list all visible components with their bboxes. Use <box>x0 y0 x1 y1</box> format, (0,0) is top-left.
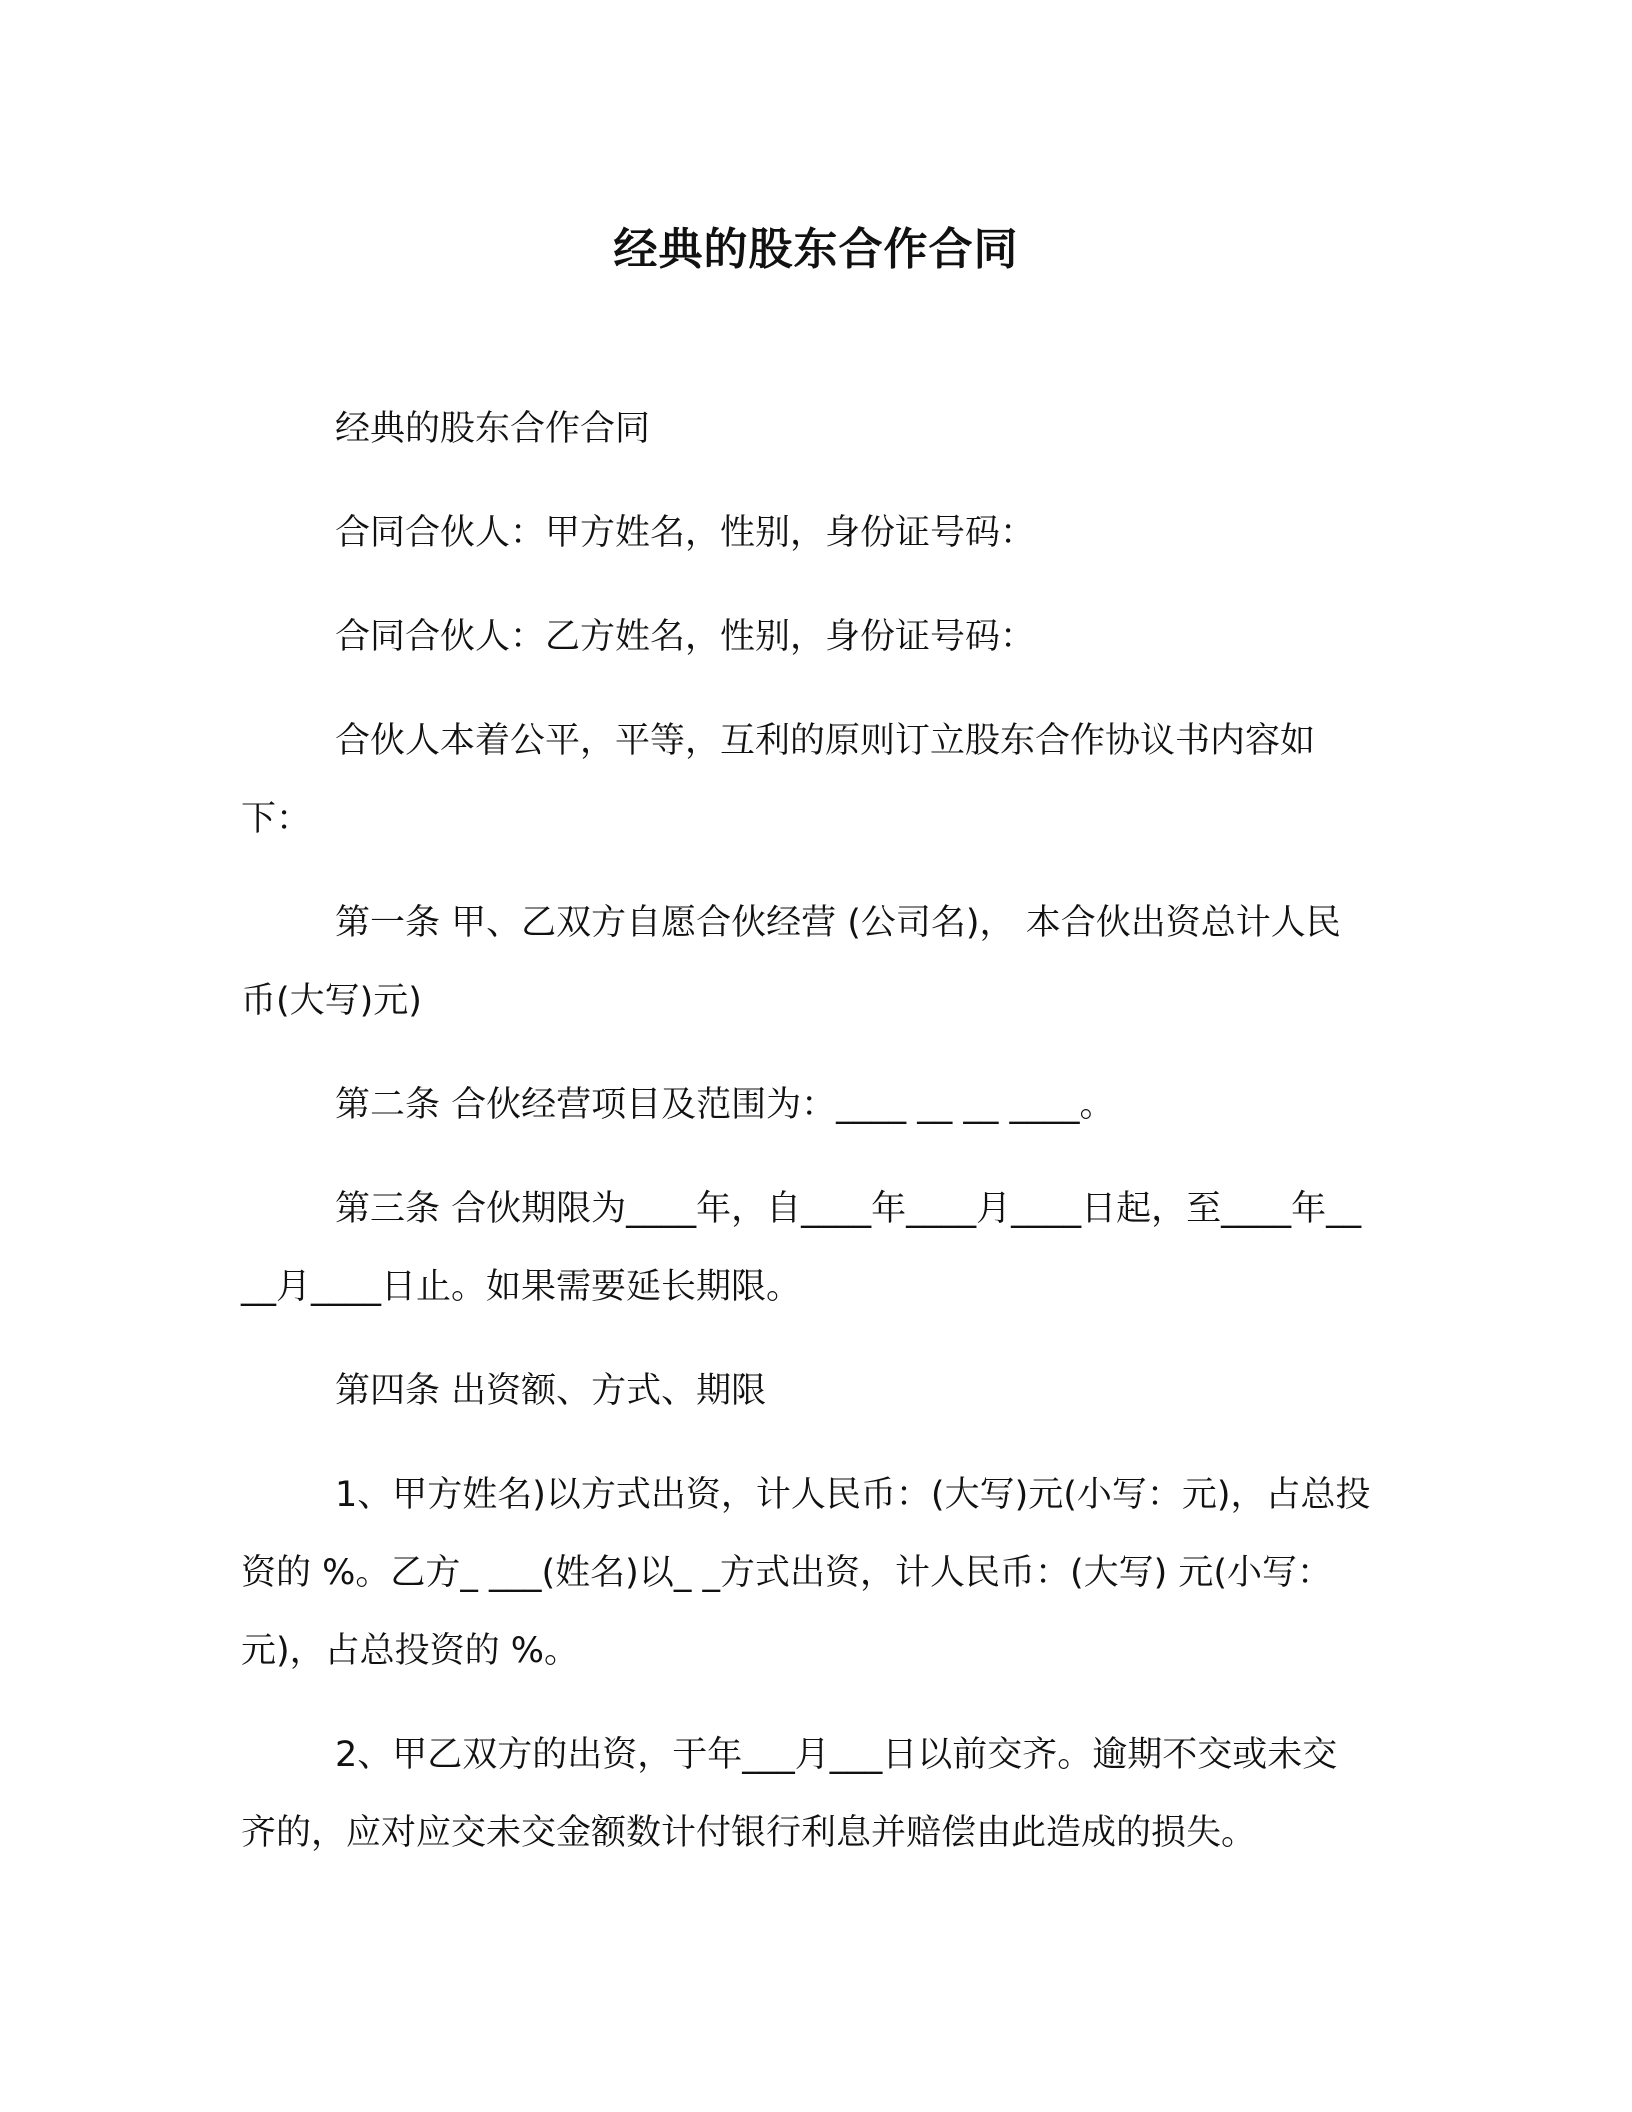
paragraph-article-4: 第四条 出资额、方式、期限 <box>335 1371 767 1411</box>
document-title: 经典的股东合作合同 <box>613 224 1019 275</box>
paragraph-article-2: 第二条 合伙经营项目及范围为：____ __ __ ____。 <box>335 1085 1115 1125</box>
paragraph-clause-2: 2、甲乙双方的出资，于年___月___日以前交齐。逾期不交或未交齐的，应对应交未交金额数计付银行利息并赔偿由此造成的损失。 <box>241 1735 1338 1853</box>
document-body <box>241 390 1371 1898</box>
paragraph-clause-1: 1、甲方姓名)以方式出资，计人民币：(大写)元(小写：元)，占总投资的 %。乙方_ ___(姓名)以_ _方式出资，计人民币：(大写) 元(小写：元)，占总投资的 %。 <box>241 1475 1371 1671</box>
paragraph-principles: 合伙人本着公平，平等，互利的原则订立股东合作协议书内容如下： <box>241 721 1316 839</box>
paragraph-party-a: 合同合伙人：甲方姓名，性别，身份证号码： <box>335 513 1036 553</box>
paragraph-party-b: 合同合伙人：乙方姓名，性别，身份证号码： <box>335 617 1036 657</box>
paragraph-heading-repeat: 经典的股东合作合同 <box>335 409 651 449</box>
paragraph-article-1: 第一条 甲、乙双方自愿合伙经营 (公司名)， 本合伙出资总计人民币(大写)元) <box>241 903 1341 1021</box>
paragraph-article-3: 第三条 合伙期限为____年，自____年____月____日起，至____年____月____日止。如果需要延长期限。 <box>241 1189 1362 1307</box>
